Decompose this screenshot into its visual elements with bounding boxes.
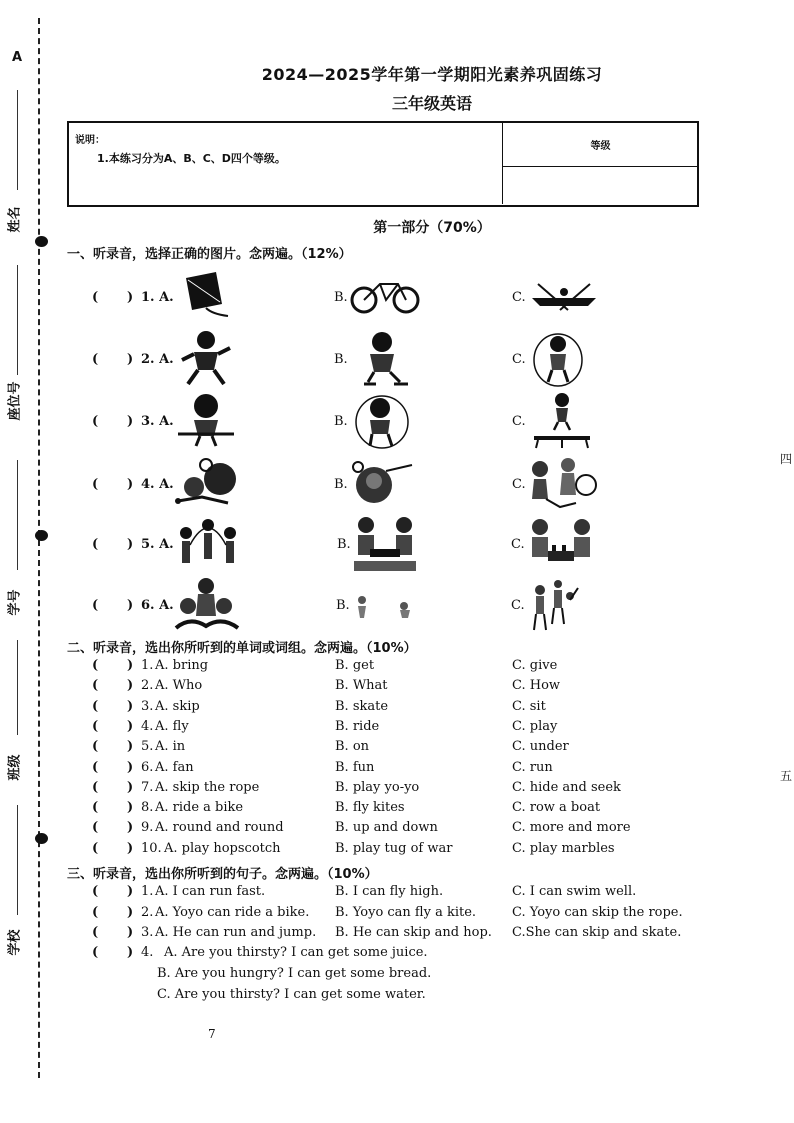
question-number: 2. xyxy=(141,905,154,920)
exam-title: 2024—2025学年第一学期阳光素养巩固练习 xyxy=(261,65,603,84)
grade-label: 等级 xyxy=(590,141,611,152)
hide-and-seek-picture xyxy=(352,592,422,622)
answer-paren: ) xyxy=(127,884,134,899)
question-number: 8. xyxy=(141,800,154,815)
option-c[interactable]: C. play xyxy=(512,719,558,734)
answer-paren: ) xyxy=(127,537,134,552)
option-c[interactable]: C. more and more xyxy=(512,820,631,835)
marbles-picture xyxy=(172,457,240,511)
answer-paren: ) xyxy=(127,945,134,960)
option-c-label[interactable]: C. xyxy=(512,290,526,305)
trampoline-picture xyxy=(530,392,594,450)
option-b-label[interactable]: B. xyxy=(337,537,351,552)
option-b[interactable]: B. skate xyxy=(335,699,389,714)
answer-paren: ) xyxy=(127,719,134,734)
option-c[interactable]: C. Are you thirsty? I can get some water. xyxy=(157,987,426,1002)
option-b[interactable]: B. I can fly high. xyxy=(335,884,444,899)
skating-boy-picture xyxy=(356,330,412,388)
option-a[interactable]: A. play hopscotch xyxy=(164,841,281,856)
school-label: 学校 xyxy=(7,929,23,956)
option-c[interactable]: C. I can swim well. xyxy=(512,884,637,899)
question-number: 3. xyxy=(141,925,154,940)
option-c[interactable]: C. sit xyxy=(512,699,546,714)
option-c[interactable]: C. play marbles xyxy=(512,841,615,856)
corner-letter: A xyxy=(12,50,23,65)
option-c[interactable]: C.She can skip and skate. xyxy=(512,925,682,940)
answer-paren[interactable]: ( xyxy=(92,945,99,960)
question-number: 9. xyxy=(141,820,154,835)
option-a[interactable]: A. in xyxy=(155,739,186,754)
option-c[interactable]: C. run xyxy=(512,760,553,775)
right-margin-mark: 四 xyxy=(780,452,793,466)
section2-heading: 二、听录音，选出你所听到的单词或词组。念两遍。（10%） xyxy=(67,641,417,656)
answer-paren: ) xyxy=(127,841,134,856)
word-question-row xyxy=(0,719,794,739)
answer-paren: ) xyxy=(127,800,134,815)
answer-paren[interactable]: ( xyxy=(92,537,99,552)
option-b[interactable]: B. ride xyxy=(335,719,380,734)
answer-paren[interactable]: ( xyxy=(92,841,99,856)
note-text: 1.本练习分为A、B、C、D四个等级。 xyxy=(97,152,286,165)
bicycle-picture xyxy=(350,278,420,316)
picture-question-row xyxy=(0,270,794,330)
sentence-question-row xyxy=(0,925,794,945)
option-b[interactable]: B. on xyxy=(335,739,370,754)
answer-paren[interactable]: ( xyxy=(92,905,99,920)
answer-paren[interactable]: ( xyxy=(92,760,99,775)
grade-divider xyxy=(502,166,699,167)
option-b[interactable]: B. play tug of war xyxy=(335,841,453,856)
option-c[interactable]: C. hide and seek xyxy=(512,780,621,795)
question-number: 4. A. xyxy=(141,477,174,492)
answer-paren: ) xyxy=(127,760,134,775)
answer-paren: ) xyxy=(127,352,134,367)
answer-paren[interactable]: ( xyxy=(92,820,99,835)
class-label: 班级 xyxy=(7,754,23,781)
jump-rope-girl-picture xyxy=(352,392,412,450)
question-number: 10. xyxy=(141,841,162,856)
answer-paren[interactable]: ( xyxy=(92,925,99,940)
boat-picture xyxy=(528,280,600,312)
answer-paren: ) xyxy=(127,678,134,693)
option-c-label[interactable]: C. xyxy=(511,598,525,613)
right-margin-mark: 五 xyxy=(780,769,793,783)
word-question-row xyxy=(0,820,794,840)
question-number: 1. xyxy=(141,658,154,673)
playground-picture xyxy=(526,578,582,634)
answer-paren: ) xyxy=(127,780,134,795)
option-c-label[interactable]: C. xyxy=(512,477,526,492)
kite-picture xyxy=(178,270,230,318)
answer-paren: ) xyxy=(127,699,134,714)
option-c[interactable]: C. give xyxy=(512,658,558,673)
word-question-row xyxy=(0,699,794,719)
word-question-row xyxy=(0,800,794,820)
option-b[interactable]: B. play yo-yo xyxy=(335,780,420,795)
answer-paren[interactable]: ( xyxy=(92,414,99,429)
picture-question-row xyxy=(0,455,794,515)
answer-paren: ) xyxy=(127,477,134,492)
option-b-label[interactable]: B. xyxy=(334,352,348,367)
sentence-option-row xyxy=(0,987,794,1007)
option-a[interactable]: A. round and round xyxy=(155,820,284,835)
question-number: 1. xyxy=(141,884,154,899)
picture-question-row xyxy=(0,330,794,390)
running-boy-picture xyxy=(178,330,234,388)
answer-paren: ) xyxy=(127,739,134,754)
board-game-picture xyxy=(352,515,418,573)
option-b[interactable]: B. Yoyo can fly a kite. xyxy=(335,905,477,920)
option-b-label[interactable]: B. xyxy=(334,290,348,305)
option-c-label[interactable]: C. xyxy=(512,352,526,367)
option-c[interactable]: C. Yoyo can skip the rope. xyxy=(512,905,683,920)
option-b-label[interactable]: B. xyxy=(334,477,348,492)
answer-paren: ) xyxy=(127,414,134,429)
word-question-row xyxy=(0,678,794,698)
answer-paren: ) xyxy=(127,905,134,920)
yoyo-picture xyxy=(350,457,416,511)
name-label: 姓名 xyxy=(7,206,23,233)
option-b-label[interactable]: B. xyxy=(336,598,350,613)
option-b[interactable]: B. Are you hungry? I can get some bread. xyxy=(157,966,432,981)
answer-paren[interactable]: ( xyxy=(92,678,99,693)
word-question-row xyxy=(0,658,794,678)
question-number: 4. xyxy=(141,945,154,960)
option-a[interactable]: A. Are you thirsty? I can get some juice. xyxy=(164,945,428,960)
question-number: 5. A. xyxy=(141,537,174,552)
question-number: 3. xyxy=(141,699,154,714)
skipping-girl-picture xyxy=(530,330,586,388)
note-title: 说明： xyxy=(75,135,105,146)
option-b[interactable]: B. fun xyxy=(335,760,375,775)
student-id-label: 学号 xyxy=(7,589,23,616)
section1-heading: 一、听录音，选择正确的图片。念两遍。（12%） xyxy=(67,247,352,262)
answer-paren[interactable]: ( xyxy=(92,352,99,367)
answer-paren[interactable]: ( xyxy=(92,800,99,815)
sentence-question-row xyxy=(0,945,794,965)
picture-question-row xyxy=(0,576,794,636)
answer-paren[interactable]: ( xyxy=(92,884,99,899)
rope-game-picture xyxy=(176,515,240,571)
answer-paren[interactable]: ( xyxy=(92,719,99,734)
answer-paren[interactable]: ( xyxy=(92,658,99,673)
word-question-row xyxy=(0,739,794,759)
answer-paren: ) xyxy=(127,925,134,940)
question-number: 6. xyxy=(141,760,154,775)
answer-paren[interactable]: ( xyxy=(92,780,99,795)
question-number: 3. A. xyxy=(141,414,174,429)
sentence-question-row xyxy=(0,905,794,925)
option-c[interactable]: C. under xyxy=(512,739,569,754)
option-a[interactable]: A. skip the rope xyxy=(155,780,260,795)
option-b-label[interactable]: B. xyxy=(334,414,348,429)
option-a[interactable]: A. fly xyxy=(155,719,189,734)
word-question-row xyxy=(0,780,794,800)
binding-hole xyxy=(35,236,48,247)
question-number: 5. xyxy=(141,739,154,754)
question-number: 7. xyxy=(141,780,154,795)
option-b[interactable]: B. fly kites xyxy=(335,800,405,815)
section3-heading: 三、听录音，选出你所听到的句子。念两遍。（10%） xyxy=(67,867,378,882)
question-number: 2. xyxy=(141,678,154,693)
option-b[interactable]: B. up and down xyxy=(335,820,438,835)
exam-subtitle: 三年级英语 xyxy=(391,94,472,113)
option-a[interactable]: A. I can run fast. xyxy=(155,884,266,899)
picture-question-row xyxy=(0,381,794,452)
option-b[interactable]: B. get xyxy=(335,658,375,673)
option-c-label[interactable]: C. xyxy=(512,414,526,429)
answer-paren[interactable]: ( xyxy=(92,699,99,714)
option-b[interactable]: B. He can skip and hop. xyxy=(335,925,492,940)
hopscotch-girl-picture xyxy=(176,392,236,448)
option-b[interactable]: B. What xyxy=(335,678,388,693)
word-question-row xyxy=(0,754,794,781)
option-a[interactable]: A. Who xyxy=(155,678,203,693)
seat-number-label: 座位号 xyxy=(7,381,23,421)
option-a[interactable]: A. He can run and jump. xyxy=(155,925,317,940)
picture-question-row xyxy=(0,515,794,575)
option-a[interactable]: A. fan xyxy=(155,760,194,775)
sentence-option-row xyxy=(0,966,794,986)
sentence-question-row xyxy=(0,884,794,904)
answer-paren: ) xyxy=(127,598,134,613)
chess-picture xyxy=(528,515,594,573)
option-a[interactable]: A. Yoyo can ride a bike. xyxy=(155,905,310,920)
answer-paren: ) xyxy=(127,820,134,835)
option-c[interactable]: C. How xyxy=(512,678,561,693)
answer-paren: ) xyxy=(127,658,134,673)
answer-paren[interactable]: ( xyxy=(92,598,99,613)
answer-paren[interactable]: ( xyxy=(92,477,99,492)
page-number: 7 xyxy=(208,1027,216,1041)
kids-playing-picture xyxy=(526,455,598,511)
option-a[interactable]: A. bring xyxy=(155,658,209,673)
part-title: 第一部分（70%） xyxy=(373,220,491,236)
instructions-box xyxy=(67,121,699,207)
question-number: 6. A. xyxy=(141,598,174,613)
answer-paren: ) xyxy=(127,290,134,305)
question-number: 2. A. xyxy=(141,352,174,367)
box-divider xyxy=(502,123,503,204)
tug-of-war-picture xyxy=(170,576,242,636)
option-a[interactable]: A. ride a bike xyxy=(155,800,244,815)
option-c-label[interactable]: C. xyxy=(511,537,525,552)
question-number: 1. A. xyxy=(141,290,174,305)
option-c[interactable]: C. row a boat xyxy=(512,800,601,815)
answer-paren[interactable]: ( xyxy=(92,739,99,754)
word-question-row xyxy=(0,841,794,861)
option-a[interactable]: A. skip xyxy=(155,699,200,714)
answer-paren[interactable]: ( xyxy=(92,290,99,305)
question-number: 4. xyxy=(141,719,154,734)
